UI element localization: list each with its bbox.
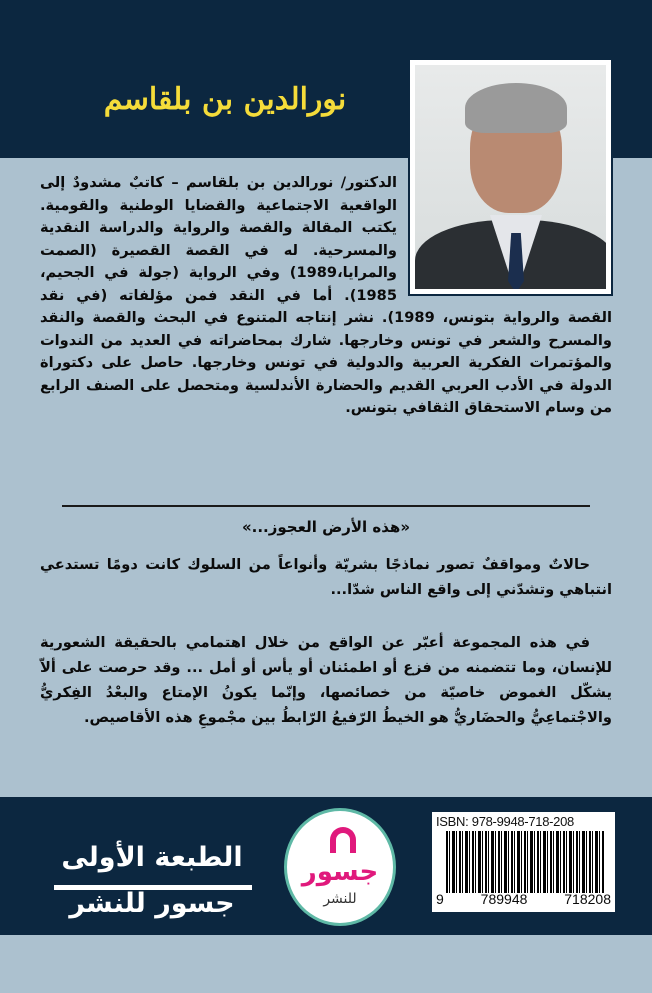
- bridge-icon: [330, 827, 356, 853]
- barcode-digit-group: 9: [436, 891, 444, 907]
- edition-label: الطبعة الأولى: [61, 842, 243, 873]
- logo-sub: للنشر: [323, 891, 357, 907]
- barcode-icon: [446, 831, 605, 893]
- logo-name: جسور: [301, 857, 379, 887]
- blurb-paragraph-1: حالاتٌ ومواقفٌ تصور نماذجًا بشريّة وأنواعاً من السلوك كانت دومًا تستدعي انتباهي وتشدّني إلى واقع الناس شدّا...: [40, 556, 612, 598]
- book-quote-title: «هذه الأرض العجوز...»: [241, 518, 411, 536]
- isbn-label: ISBN: 978-9948-718-208: [436, 814, 574, 829]
- publisher-logo: [284, 808, 396, 926]
- isbn-barcode: [432, 812, 615, 912]
- barcode-digit-group: 718208: [564, 891, 611, 907]
- author-title: نورالدين بن بلقاسم: [103, 82, 347, 117]
- author-bio: الدكتور/ نورالدين بن بلقاسم – كاتبٌ مشدودٌ إلى الواقعية الاجتماعية والقضايا الوطنية والقومية. يكتب المقالة والقصة والرواية والدراسة النقدية والمسرحية. له في القصة القصيرة (الصمت والمرايا،1989) وفي الرواية (جولة في الجحيم، 1985). أما في النقد فمن مؤلفاته (في نقد القصة والرواية بتونس، 1989). نشر إنتاجه المتنوع في البحث والقصة والنقد والمسرح والشعر في تونس وخارجها. شارك بمحاضراته في العديد من الندوات والمؤتمرات الفكرية العربية والدولية في تونس وخارجها. حاصل على دكتوراة الدولة في الأدب العربي القديم والحضارة الأندلسية ومتحصل على الصنف الرابع من وسام الاستحقاق الثقافي بتونس.: [40, 174, 613, 416]
- divider: [62, 505, 590, 507]
- publisher-label: جسور للنشر: [69, 888, 235, 919]
- barcode-digit-group: 789948: [480, 891, 528, 907]
- author-bio-block: [40, 172, 612, 420]
- blurb-paragraph-2: في هذه المجموعة أعبّر عن الواقع من خلال اهتمامي بالحقيقة الشعورية للإنسان، وما تتضمنه من فزع أو اطمئنان أو يأس أو أمل ... وقد حرصت على ألاّ يشكّل الغموض خاصيّة من خصائصها، وإنّما يكونُ الإمتاع والبعْدُ الفِكريُّ والاجْتماعِيُّ والحضَاريُّ هو الخيطُ الرّفيعُ الرّابطُ بين مجْموعِ هذه الأقاصيص.: [40, 634, 612, 726]
